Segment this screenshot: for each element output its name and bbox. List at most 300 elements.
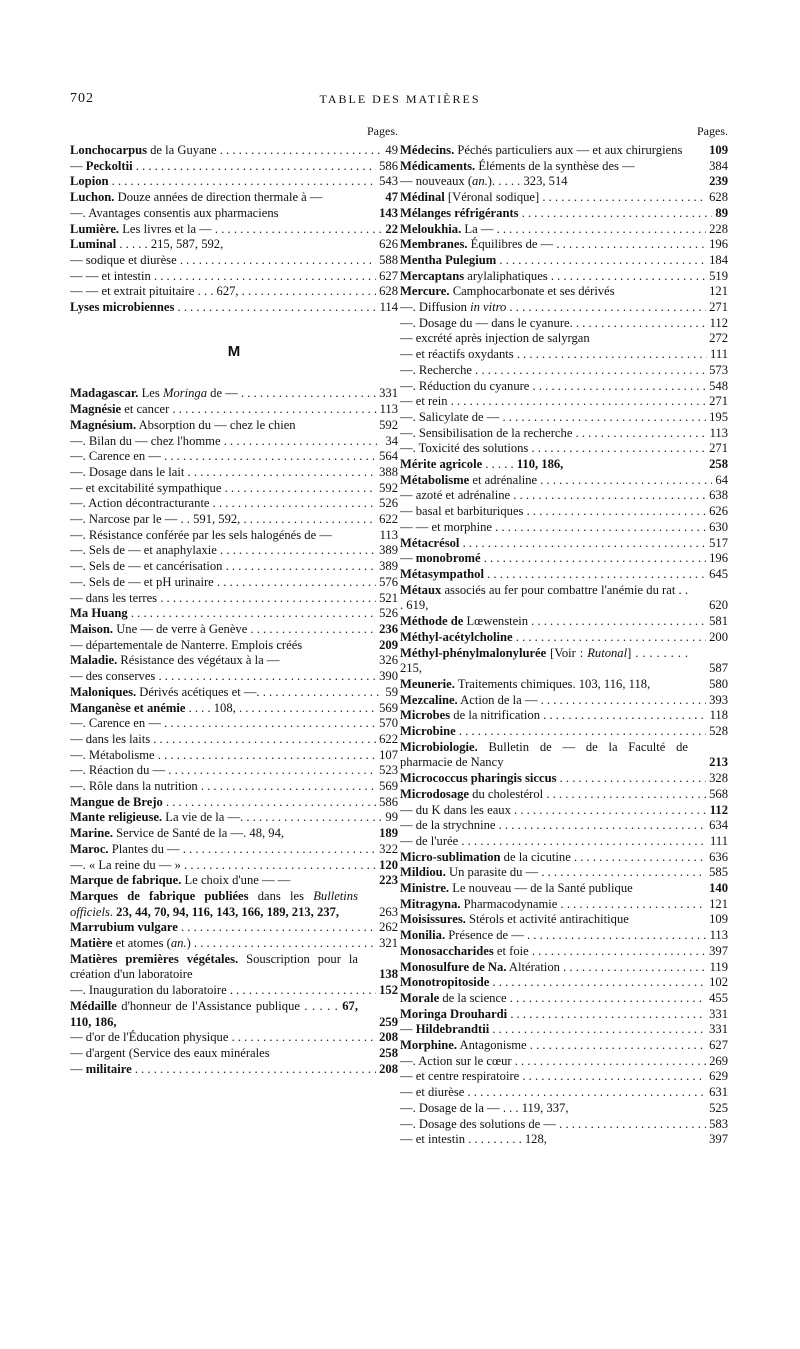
entry-text: Luchon. Douze années de direction thermale à —: [70, 190, 323, 205]
index-entry: [400, 253, 728, 269]
index-entry: [400, 1117, 728, 1133]
page-ref: 200: [706, 630, 728, 646]
entry-text: Métabolisme et adrénaline . . .: [400, 473, 728, 487]
entry-text: Mérite agricole . . . . . 110, 186,: [400, 457, 564, 472]
index-entry: [400, 897, 728, 913]
page-ref: 569: [376, 779, 398, 795]
entry-text: — de l'urée . . .: [400, 834, 728, 848]
index-entry: [70, 481, 398, 497]
index-entry: [400, 881, 728, 897]
page-ref: 112: [707, 316, 728, 332]
page-ref: 223: [376, 873, 398, 889]
entry-text: Mante religieuse. La vie de la —. . . .: [70, 810, 398, 824]
page-ref: 390: [376, 669, 398, 685]
page-ref: 638: [706, 488, 728, 504]
page-ref: 89: [712, 206, 728, 222]
index-entry: [70, 952, 398, 983]
page-ref: 99: [382, 810, 398, 826]
entry-text: Monosulfure de Na. Altération . . .: [400, 960, 728, 974]
index-entry: [400, 975, 728, 991]
page-ref: 113: [707, 928, 728, 944]
page-ref: 570: [376, 716, 398, 732]
page-ref: 213: [706, 755, 728, 771]
index-entry: [400, 991, 728, 1007]
page-ref: 114: [377, 300, 398, 316]
pages-label: Pages.: [697, 124, 728, 138]
index-entry: [70, 386, 398, 402]
entry-text: — d'or de l'Éducation physique . . .: [70, 1030, 398, 1044]
page-ref: 388: [376, 465, 398, 481]
page-ref: 331: [706, 1022, 728, 1038]
right-column: [400, 124, 728, 1148]
entry-text: —. Salicylate de — . . .: [400, 410, 728, 424]
index-entry: [400, 551, 728, 567]
entry-text: Meunerie. Traitements chimiques. 103, 116, 118,: [400, 676, 651, 691]
page-ref: 588: [376, 253, 398, 269]
entry-text: Maison. Une — de verre à Genève . . .: [70, 622, 398, 636]
entry-text: —. Métabolisme . . .: [70, 748, 398, 762]
page-ref: 34: [382, 434, 398, 450]
section-letter: M: [227, 342, 241, 360]
index-entry: [400, 504, 728, 520]
index-entry: [70, 716, 398, 732]
page-ref: 228: [706, 222, 728, 238]
page-ref: 581: [706, 614, 728, 630]
page-ref: 622: [376, 512, 398, 528]
index-entry: [70, 748, 398, 764]
entry-text: Magnésium. Absorption du — chez le chien: [70, 417, 296, 432]
index-entry: [70, 889, 398, 920]
entry-text: Médecins. Péchés particuliers aux — et aux chirurgiens: [400, 143, 683, 157]
index-entry: [400, 693, 728, 709]
index-entry: [70, 779, 398, 795]
entry-text: — des conserves . . .: [70, 669, 398, 683]
page-ref: 189: [376, 826, 398, 842]
index-entry: [400, 740, 728, 771]
page-ref: 397: [706, 944, 728, 960]
entry-text: — et rein . . .: [400, 394, 728, 408]
entry-text: Mitragyna. Pharmacodynamie . . .: [400, 897, 728, 911]
entry-text: Microbine . . .: [400, 724, 728, 738]
index-entry: [400, 850, 728, 866]
index-entry: [400, 284, 728, 300]
page-ref: 592: [376, 481, 398, 497]
entry-text: Mercaptans arylaliphatiques . . .: [400, 269, 728, 283]
entry-text: Morphine. Antagonisme . . .: [400, 1038, 728, 1052]
entry-text: Marques de fabrique publiées dans les Bulletins officiels. 23, 44, 70, 94, 116, 143, 166, 189, 213, 237,: [70, 888, 358, 919]
index-entry: [400, 1007, 728, 1023]
index-entry: [400, 237, 728, 253]
index-entry: [400, 614, 728, 630]
page-ref: 568: [706, 787, 728, 803]
index-entry: [400, 1054, 728, 1070]
entry-text: — nouveaux (an.). . . . . 323, 514: [400, 174, 568, 189]
entry-text: Mezcaline. Action de la — . . .: [400, 693, 728, 707]
page-ref: 626: [706, 504, 728, 520]
entry-text: — — et extrait pituitaire . . . 627, . . .: [70, 284, 398, 298]
page-ref: 627: [376, 269, 398, 285]
page-ref: 321: [376, 936, 398, 952]
page-ref: 525: [706, 1101, 728, 1117]
page-ref: 628: [706, 190, 728, 206]
entry-text: — et réactifs oxydants . . .: [400, 347, 728, 361]
index-entry: [70, 190, 398, 206]
entry-text: Méthyl-acétylcholine . . .: [400, 630, 728, 644]
index-entry: [70, 701, 398, 717]
index-entry: [400, 174, 728, 190]
entry-text: —. Réaction du — . . .: [70, 763, 398, 777]
index-entry: [400, 960, 728, 976]
index-entry: [70, 575, 398, 591]
index-entry: [400, 583, 728, 614]
index-entry: [70, 174, 398, 190]
index-entry: [400, 928, 728, 944]
page-ref: 49: [382, 143, 398, 159]
entry-text: —. Narcose par le — . . 591, 592, . . .: [70, 512, 398, 526]
index-entry: [400, 865, 728, 881]
page-ref: 389: [376, 543, 398, 559]
index-entry: [70, 653, 398, 669]
page-ref: 580: [706, 677, 728, 693]
index-entry: [70, 842, 398, 858]
entry-text: Ma Huang . . .: [70, 606, 398, 620]
page-ref: 196: [706, 237, 728, 253]
index-entry: [70, 206, 398, 222]
index-entry: [400, 206, 728, 222]
page-ref: 634: [706, 818, 728, 834]
index-entry: [70, 1062, 398, 1078]
page-ref: 118: [707, 708, 728, 724]
entry-text: — dans les laits . . .: [70, 732, 398, 746]
entry-text: Monilia. Présence de — . . .: [400, 928, 728, 942]
page-ref: 543: [376, 174, 398, 190]
index-entry: [70, 434, 398, 450]
entry-text: Moringa Drouhardi . . .: [400, 1007, 728, 1021]
page-ref: 548: [706, 379, 728, 395]
index-entry: [400, 630, 728, 646]
entry-text: —. Recherche . . .: [400, 363, 728, 377]
page-ref: 573: [706, 363, 728, 379]
entry-text: — azoté et adrénaline . . .: [400, 488, 728, 502]
page-ref: 196: [706, 551, 728, 567]
page-ref: 384: [706, 159, 728, 175]
page-ref: 113: [707, 426, 728, 442]
index-entry: [70, 685, 398, 701]
entry-text: — sodique et diurèse . . .: [70, 253, 398, 267]
left-column: [70, 124, 398, 1077]
entry-text: Métasympathol . . .: [400, 567, 728, 581]
entry-text: —. Carence en — . . .: [70, 716, 398, 730]
index-entry: [70, 669, 398, 685]
entry-text: —. Dosage des solutions de — . . .: [400, 1117, 728, 1131]
index-entry: [400, 300, 728, 316]
entry-text: Membranes. Équilibres de — . . .: [400, 237, 728, 251]
index-entry: [70, 936, 398, 952]
index-entry: [400, 787, 728, 803]
entry-text: Maroc. Plantes du — . . .: [70, 842, 398, 856]
entry-text: Lumière. Les livres et la — . . .: [70, 222, 398, 236]
index-entry: [70, 143, 398, 159]
entry-text: — et centre respiratoire . . .: [400, 1069, 728, 1083]
entry-text: Monosaccharides et foie . . .: [400, 944, 728, 958]
entry-text: Ministre. Le nouveau — de la Santé publique: [400, 881, 633, 896]
entry-text: Lopion . . .: [70, 174, 398, 188]
index-entry: [400, 1132, 728, 1148]
entry-text: — et intestin . . . . . . . . . 128,: [400, 1132, 547, 1147]
running-title: TABLE DES MATIÈRES: [319, 92, 481, 106]
entry-text: Matières premières végétales. Souscription pour la création d'un laboratoire: [70, 951, 358, 982]
index-entry: [70, 1030, 398, 1046]
index-entry: [400, 457, 728, 473]
page-ref: 259: [376, 1015, 398, 1031]
index-entry: [70, 826, 398, 842]
entry-text: Mercure. Camphocarbonate et ses dérivés: [400, 284, 615, 299]
index-entry: [70, 543, 398, 559]
index-entry: [70, 873, 398, 889]
page-ref: 102: [706, 975, 728, 991]
page-ref: 627: [706, 1038, 728, 1054]
entry-text: —. Action décontracturante . . .: [70, 496, 398, 510]
index-entry: [400, 834, 728, 850]
entry-text: — du K dans les eaux . . .: [400, 803, 728, 817]
index-entry: [400, 441, 728, 457]
entry-text: Mangue de Brejo . . .: [70, 795, 398, 809]
entry-text: Mentha Pulegium . . .: [400, 253, 728, 267]
index-entry: [400, 646, 728, 677]
index-entry: [70, 496, 398, 512]
entry-text: Marine. Service de Santé de la —. 48, 94,: [70, 826, 285, 841]
index-entry: [400, 190, 728, 206]
page-ref: 262: [376, 920, 398, 936]
entry-text: — et diurèse . . .: [400, 1085, 728, 1099]
index-entry: [70, 732, 398, 748]
entry-text: —. Diffusion in vitro . . .: [400, 300, 728, 314]
index-entry: [400, 1022, 728, 1038]
index-entry: [70, 222, 398, 238]
index-entry: [400, 143, 728, 159]
index-entry: [70, 402, 398, 418]
index-entry: [400, 426, 728, 442]
page-ref: 587: [706, 661, 728, 677]
entry-text: Méthode de Lœwenstein . . .: [400, 614, 728, 628]
index-entry: [400, 222, 728, 238]
page-ref: 138: [376, 967, 398, 983]
entry-text: — — et intestin . . .: [70, 269, 398, 283]
entry-text: Médinal [Véronal sodique] . . .: [400, 190, 728, 204]
page-ref: 239: [706, 174, 728, 190]
page-ref: 592: [376, 418, 398, 434]
page-ref: 626: [376, 237, 398, 253]
page-ref: 152: [376, 983, 398, 999]
page-ref: 271: [706, 441, 728, 457]
index-entry: [70, 795, 398, 811]
entry-text: Médaille d'honneur de l'Assistance publique . . . . . 67, 110, 186,: [70, 998, 358, 1029]
index-entry: [70, 269, 398, 285]
page-ref: 47: [382, 190, 398, 206]
page-ref: 271: [706, 300, 728, 316]
index-entry: [70, 638, 398, 654]
page-ref: 195: [706, 410, 728, 426]
page-ref: 263: [376, 905, 398, 921]
entry-text: Matière et atomes (an.) . . .: [70, 936, 398, 950]
index-entry: [400, 331, 728, 347]
entry-text: —. Rôle dans la nutrition . . .: [70, 779, 398, 793]
index-entry: [400, 1069, 728, 1085]
page-ref: 113: [377, 528, 398, 544]
index-entry: [400, 347, 728, 363]
index-entry: [400, 473, 728, 489]
entry-text: — de la strychnine . . .: [400, 818, 728, 832]
index-entry: [400, 1085, 728, 1101]
entry-text: —. Dosage dans le lait . . .: [70, 465, 398, 479]
page-ref: 109: [706, 143, 728, 159]
page-ref: 59: [382, 685, 398, 701]
entry-text: — — et morphine . . .: [400, 520, 728, 534]
page-ref: 636: [706, 850, 728, 866]
entry-text: Marrubium vulgare . . .: [70, 920, 398, 934]
entry-text: Microdosage du cholestérol . . .: [400, 787, 728, 801]
page-ref: 113: [377, 402, 398, 418]
entry-text: Métacrésol . . .: [400, 536, 728, 550]
page-ref: 519: [706, 269, 728, 285]
entry-text: Monotropitoside . . .: [400, 975, 728, 989]
page-ref: 107: [376, 748, 398, 764]
page-ref: 630: [706, 520, 728, 536]
index-entry: [70, 284, 398, 300]
page-ref: 119: [707, 960, 728, 976]
page-ref: 271: [706, 394, 728, 410]
page-ref: 645: [706, 567, 728, 583]
index-entry: [70, 237, 398, 253]
entry-text: Maladie. Résistance des végétaux à la —: [70, 653, 280, 668]
page-ref: 521: [376, 591, 398, 607]
page-ref: 109: [706, 912, 728, 928]
index-entry: [70, 999, 398, 1030]
entry-text: Mélanges réfrigérants . . .: [400, 206, 728, 220]
entry-text: —. Carence en — . . .: [70, 449, 398, 463]
index-entry: [70, 983, 398, 999]
page-ref: 629: [706, 1069, 728, 1085]
index-entry: [70, 465, 398, 481]
entry-text: Médicaments. Éléments de la synthèse des —: [400, 158, 635, 173]
page-ref: 322: [376, 842, 398, 858]
index-entry: [70, 559, 398, 575]
index-entry: [400, 771, 728, 787]
page-ref: 140: [706, 881, 728, 897]
index-entry: [400, 567, 728, 583]
index-entry: [400, 488, 728, 504]
entry-text: Magnésie et cancer . . .: [70, 402, 398, 416]
page-ref: 121: [706, 284, 728, 300]
page-ref: 64: [712, 473, 728, 489]
index-entry: [70, 763, 398, 779]
index-entry: [400, 803, 728, 819]
page-ref: 631: [706, 1085, 728, 1101]
entry-text: Morale de la science . . .: [400, 991, 728, 1005]
entry-text: —. Toxicité des solutions . . .: [400, 441, 728, 455]
page-ref: 455: [706, 991, 728, 1007]
index-entry: [400, 536, 728, 552]
page-ref: 111: [707, 834, 728, 850]
index-entry: [400, 159, 728, 175]
page-ref: 576: [376, 575, 398, 591]
entry-text: —. Bilan du — chez l'homme . . .: [70, 434, 398, 448]
entry-text: — excrété après injection de salyrgan: [400, 331, 590, 346]
index-entry: [400, 944, 728, 960]
page-ref: 622: [376, 732, 398, 748]
entry-text: —. Dosage du — dans le cyanure. . . .: [400, 316, 728, 330]
page-ref: 236: [376, 622, 398, 638]
entry-text: — monobromé . . .: [400, 551, 728, 565]
index-entry: [400, 912, 728, 928]
page-ref: 208: [376, 1062, 398, 1078]
index-entry: [400, 724, 728, 740]
entry-text: —. Avantages consentis aux pharmaciens: [70, 205, 279, 220]
entry-text: Métaux associés au fer pour combattre l'anémie du rat . . . 619,: [400, 582, 688, 613]
index-entry: [70, 858, 398, 874]
entries-m-continued: [400, 143, 728, 1148]
entry-text: Meloukhia. La — . . .: [400, 222, 728, 236]
entry-text: — Hildebrandtii . . .: [400, 1022, 728, 1036]
page-ref: 517: [706, 536, 728, 552]
page-ref: 258: [706, 457, 728, 473]
page-ref: 526: [376, 496, 398, 512]
page-ref: 331: [376, 386, 398, 402]
entry-text: Madagascar. Les Moringa de — . . .: [70, 386, 398, 400]
index-entry: [400, 379, 728, 395]
index-entry: [70, 253, 398, 269]
page-number: 702: [70, 91, 94, 106]
entry-text: Moisissures. Stérols et activité antirachitique: [400, 912, 629, 927]
index-entry: [400, 363, 728, 379]
entry-text: —. Résistance conférée par les sels halogénés de —: [70, 527, 332, 542]
page-ref: 526: [376, 606, 398, 622]
page-ref: 208: [376, 1030, 398, 1046]
page-ref: 328: [706, 771, 728, 787]
index-entry: [400, 269, 728, 285]
page-ref: 120: [376, 858, 398, 874]
index-entry: [70, 418, 398, 434]
entries-l: [70, 143, 398, 316]
index-entry: [400, 677, 728, 693]
page-ref: 112: [707, 803, 728, 819]
entry-text: — départementale de Nanterre. Emplois créés: [70, 637, 303, 652]
index-entry: [400, 394, 728, 410]
entries-m: [70, 386, 398, 1077]
entry-text: Mildiou. Un parasite du — . . .: [400, 865, 728, 879]
page-ref: 397: [706, 1132, 728, 1148]
index-entry: [70, 606, 398, 622]
entry-text: Microbes de la nitrification . . .: [400, 708, 728, 722]
index-entry: [70, 512, 398, 528]
entry-text: — d'argent (Service des eaux minérales: [70, 1045, 270, 1060]
entry-text: Luminal . . . . . 215, 587, 592,: [70, 237, 224, 252]
entry-text: —. Sels de — et cancérisation . . .: [70, 559, 398, 573]
entry-text: Micrococcus pharingis siccus . . .: [400, 771, 728, 785]
index-entry: [70, 622, 398, 638]
entry-text: —. Inauguration du laboratoire . . .: [70, 983, 398, 997]
page-ref: 586: [376, 795, 398, 811]
entry-text: Maloniques. Dérivés acétiques et —. . . .: [70, 685, 398, 699]
page-ref: 393: [706, 693, 728, 709]
index-entry: [70, 528, 398, 544]
page-ref: 389: [376, 559, 398, 575]
entry-text: — Peckoltii . . .: [70, 159, 398, 173]
page-ref: 22: [382, 222, 398, 238]
index-entry: [400, 316, 728, 332]
entry-text: Micro-sublimation de la cicutine . . .: [400, 850, 728, 864]
entry-text: — dans les terres . . .: [70, 591, 398, 605]
